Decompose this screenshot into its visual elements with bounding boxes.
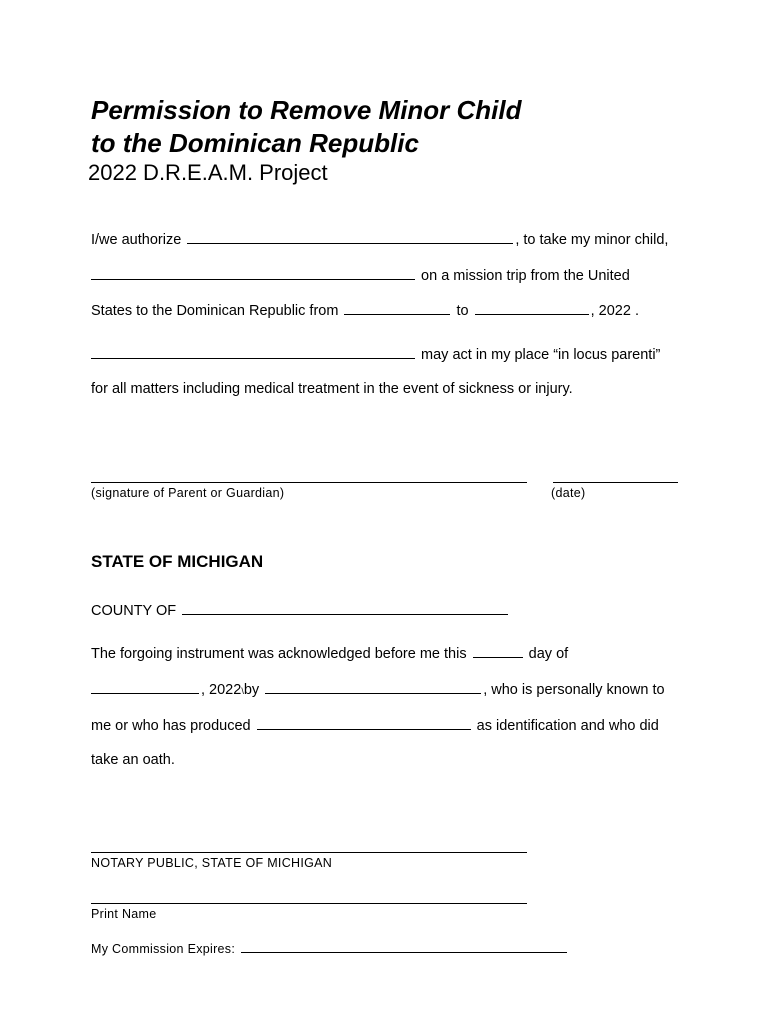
authorization-line-5: for all matters including medical treatment in the event of sickness or injury.: [91, 381, 573, 397]
county-line: [91, 601, 510, 619]
date-label: (date): [551, 486, 586, 500]
identification-field[interactable]: [257, 716, 471, 730]
acknowledged-text: The forgoing instrument was acknowledged before me this: [91, 646, 467, 662]
authorization-line-2: [91, 266, 630, 284]
parent-signature-line[interactable]: [91, 482, 527, 483]
commission-label: My Commission Expires:: [91, 942, 236, 956]
year-2022-text: , 2022: [201, 682, 242, 698]
notary-line-3: [91, 716, 659, 734]
trip-dates-text: States to the Dominican Republic from: [91, 303, 339, 319]
notary-public-label: NOTARY PUBLIC, STATE OF MICHIGAN: [91, 856, 333, 870]
day-field[interactable]: [473, 644, 523, 658]
locus-parenti-text: may act in my place “in locus parenti”: [421, 347, 661, 363]
day-of-text: day of: [528, 646, 569, 662]
authorization-line-1: [91, 230, 668, 248]
print-name-line[interactable]: [91, 903, 527, 904]
authorize-text: I/we authorize: [91, 232, 182, 248]
document-title-line-1: Permission to Remove Minor Child: [91, 95, 522, 125]
document-subtitle: 2022 D.R.E.A.M. Project: [88, 160, 328, 185]
personally-known-text: , who is personally known to: [483, 682, 665, 698]
end-date-field[interactable]: [475, 301, 589, 315]
state-heading: STATE OF MICHIGAN: [91, 552, 264, 571]
authorization-line-4: [91, 345, 660, 363]
notary-line-2: [91, 680, 665, 698]
produced-text: me or who has produced: [91, 718, 251, 734]
mission-trip-text: on a mission trip from the United: [421, 268, 630, 284]
commission-line: [91, 941, 569, 956]
notary-line-4: take an oath.: [91, 752, 175, 768]
county-field[interactable]: [182, 601, 508, 615]
print-name-label: Print Name: [91, 907, 157, 921]
month-field[interactable]: [91, 680, 199, 694]
year-text: , 2022 .: [590, 303, 639, 319]
commission-expires-field[interactable]: [241, 941, 567, 953]
by-text: by: [243, 682, 260, 698]
notary-line-1: [91, 644, 568, 662]
authorization-line-3: [91, 301, 639, 319]
minor-child-name-field[interactable]: [91, 266, 415, 280]
parent-signature-label: (signature of Parent or Guardian): [91, 486, 285, 500]
document-title-line-2: to the Dominican Republic: [91, 128, 419, 158]
authorized-person-field[interactable]: [187, 230, 513, 244]
county-label: COUNTY OF: [91, 603, 177, 619]
person-name-field[interactable]: [265, 680, 481, 694]
to-text: to: [456, 303, 469, 319]
stray-mark: \: [241, 686, 244, 696]
identification-text: as identification and who did: [476, 718, 659, 734]
authorize-text-end: , to take my minor child,: [515, 232, 669, 248]
notary-signature-line[interactable]: [91, 852, 527, 853]
start-date-field[interactable]: [344, 301, 450, 315]
guardian-name-field[interactable]: [91, 345, 415, 359]
signature-date-line[interactable]: [553, 482, 678, 483]
